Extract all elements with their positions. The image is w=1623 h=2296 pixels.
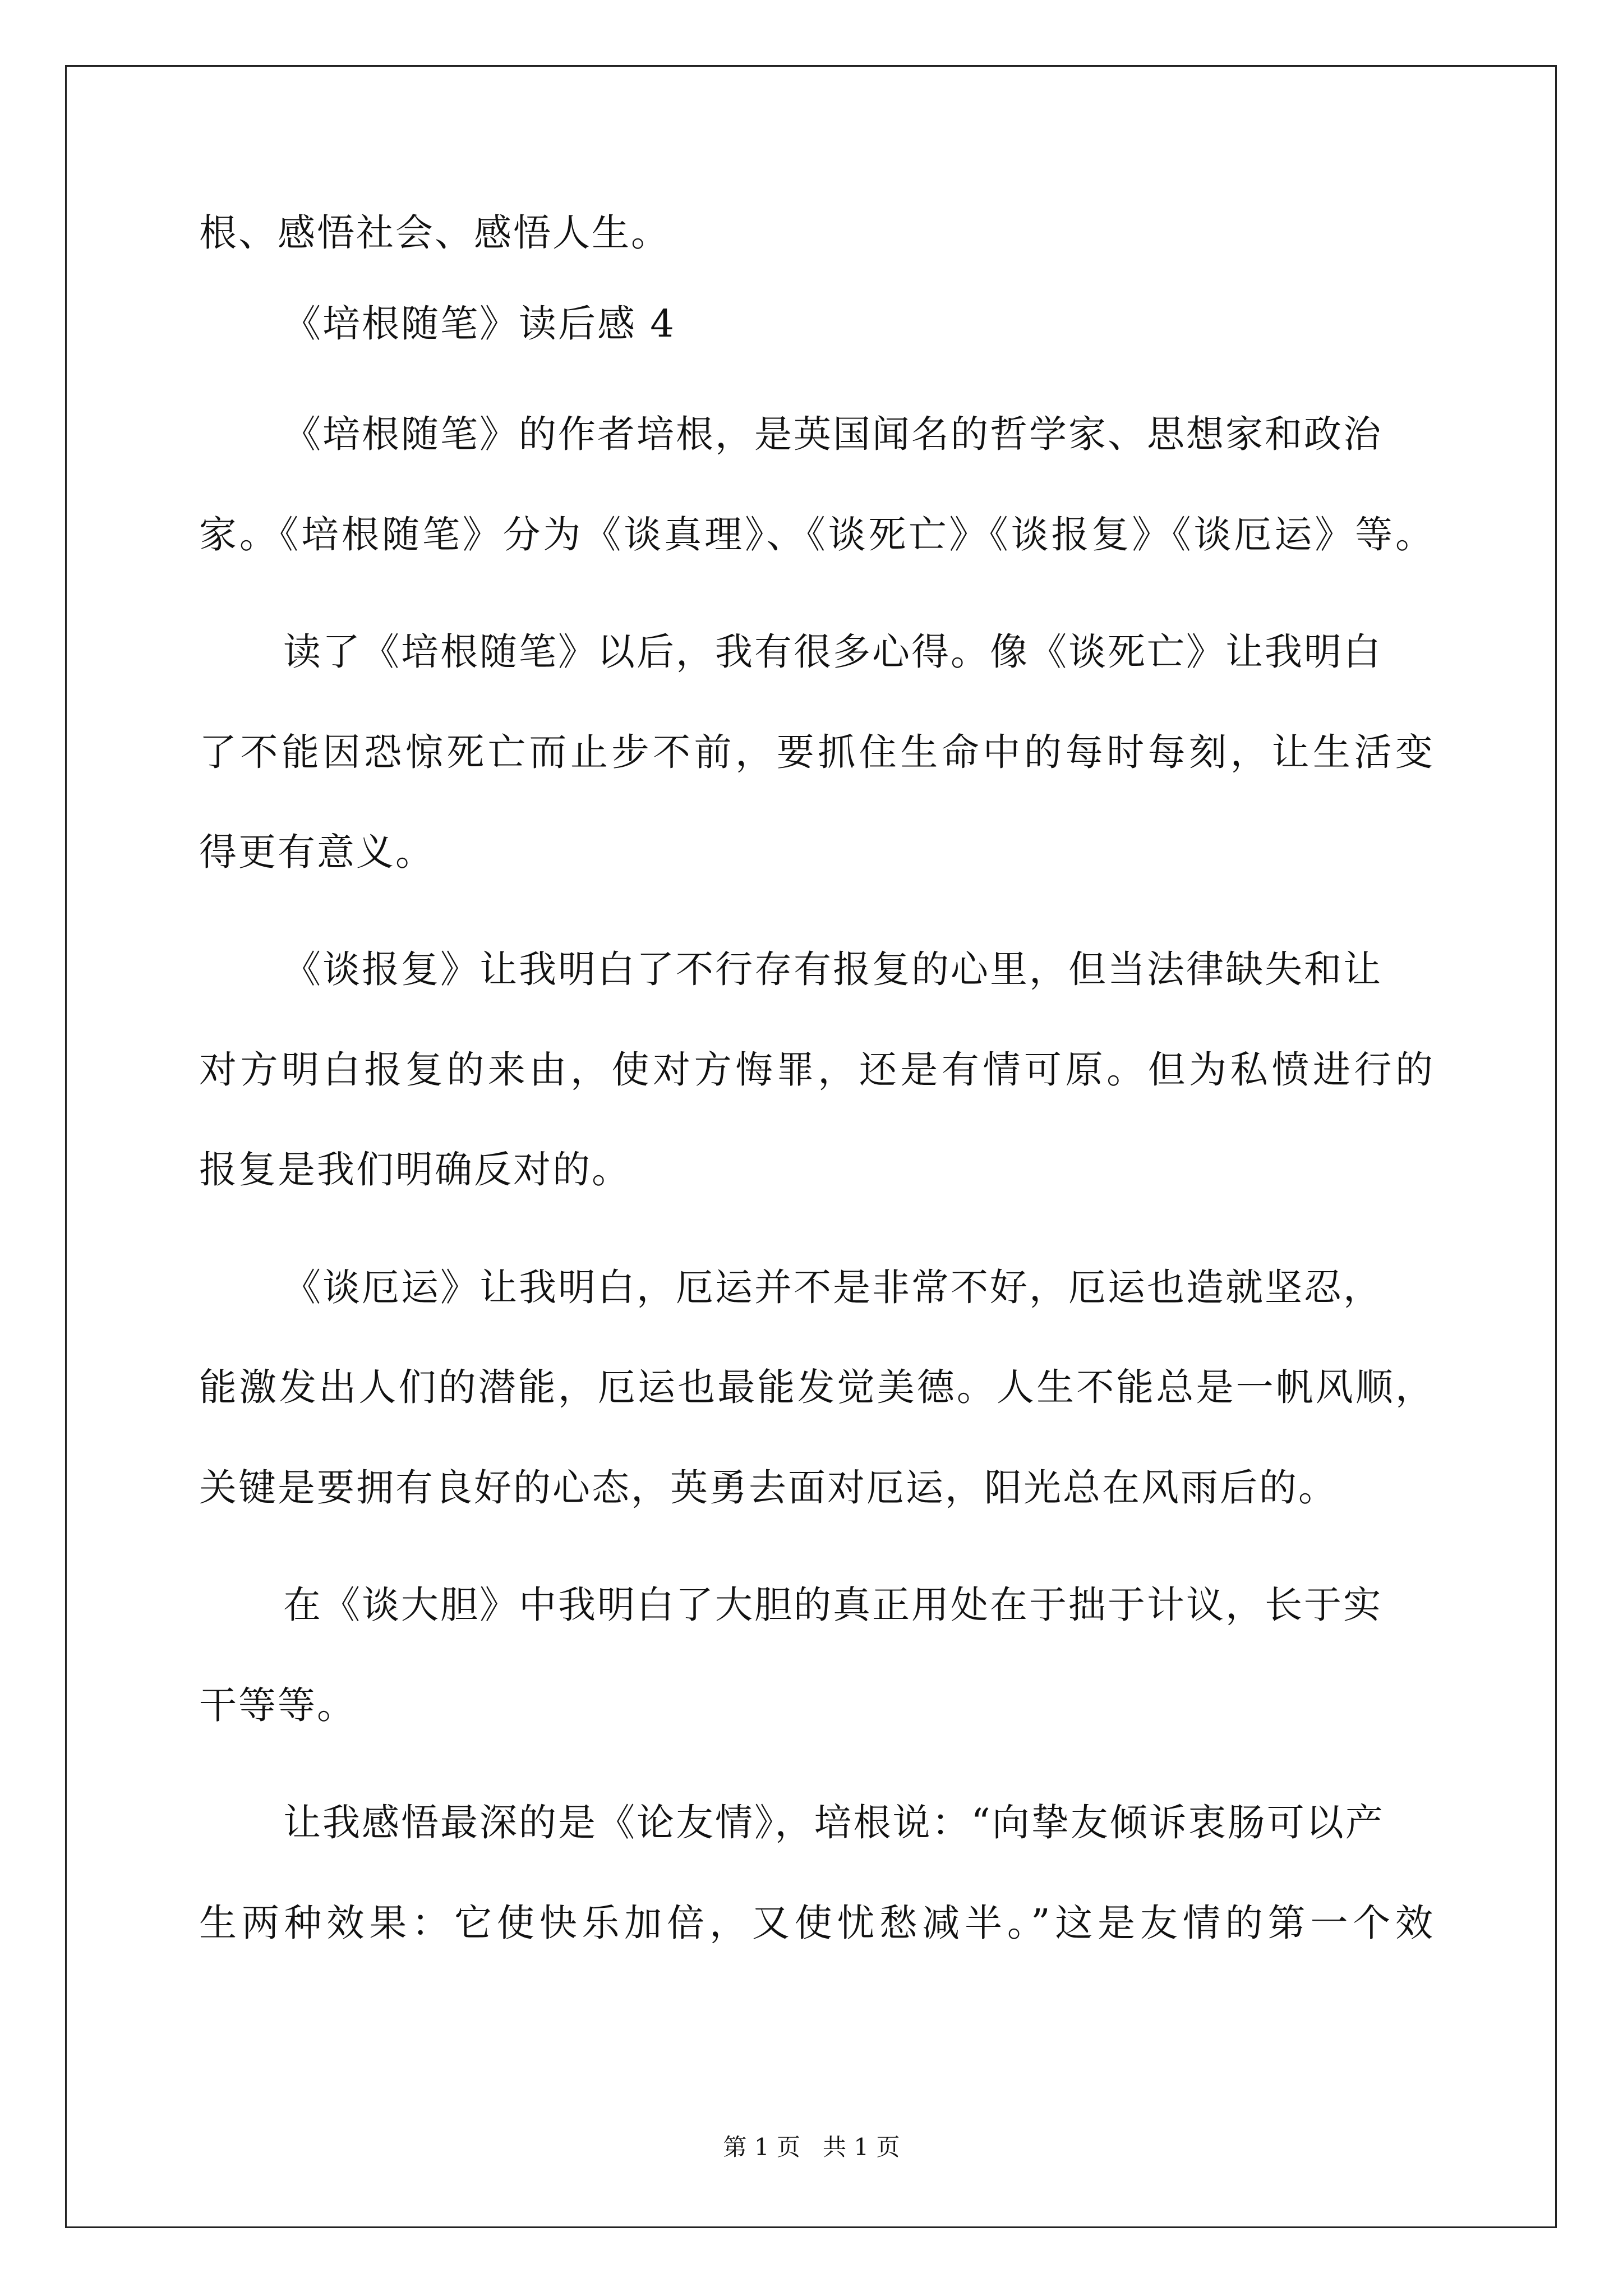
section-heading: 《培根随笔》读后感 4	[283, 302, 676, 346]
text-line: 生两种效果：它使快乐加倍，又使忧愁减半。”这是友情的第一个效	[199, 1901, 1433, 1945]
page-number-footer: 第 1 页 共 1 页	[723, 2133, 900, 2161]
text-line: 《谈报复》让我明白了不行存有报复的心里，但当法律缺失和让	[283, 947, 1382, 991]
text-line: 能激发出人们的潜能，厄运也最能发觉美德。人生不能总是一帆风顺，	[199, 1365, 1433, 1409]
text-line: 关键是要拥有良好的心态，英勇去面对厄运，阳光总在风雨后的。	[199, 1466, 1338, 1510]
text-line: 对方明白报复的来由，使对方悔罪，还是有情可原。但为私愤进行的	[199, 1048, 1433, 1092]
text-line: 根、感悟社会、感悟人生。	[199, 211, 670, 255]
text-line: 在《谈大胆》中我明白了大胆的真正用处在于拙于计议，长于实	[283, 1583, 1382, 1627]
text-line: 《谈厄运》让我明白，厄运并不是非常不好，厄运也造就坚忍，	[283, 1266, 1382, 1309]
text-line: 干等等。	[199, 1683, 356, 1727]
text-line: 《培根随笔》的作者培根，是英国闻名的哲学家、思想家和政治	[283, 412, 1382, 456]
text-line: 了不能因恐惊死亡而止步不前，要抓住生命中的每时每刻，让生活变	[199, 730, 1433, 774]
text-line: 报复是我们明确反对的。	[199, 1148, 631, 1191]
text-line: 得更有意义。	[199, 830, 435, 874]
text-line: 家。《培根随笔》分为《谈真理》、《谈死亡》《谈报复》《谈厄运》等。	[199, 513, 1433, 556]
text-line: 读了《培根随笔》以后，我有很多心得。像《谈死亡》让我明白	[283, 630, 1382, 674]
text-line: 让我感悟最深的是《论友情》，培根说：“向挚友倾诉衷肠可以产	[283, 1801, 1385, 1844]
